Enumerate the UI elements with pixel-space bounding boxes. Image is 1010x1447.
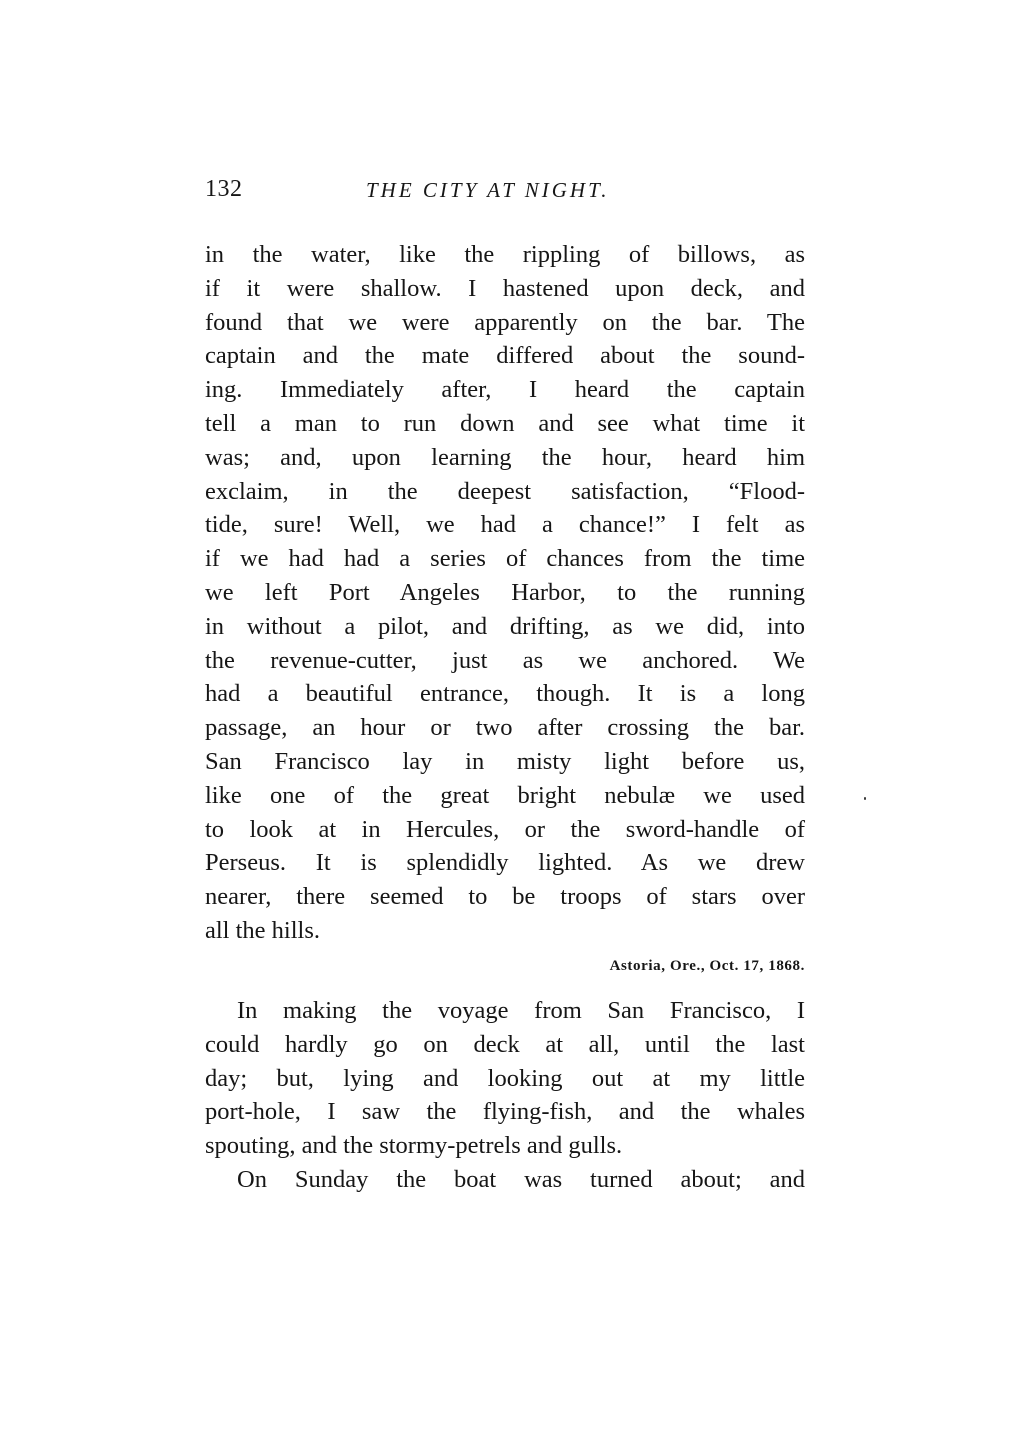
text-line: captain and the mate differed about the sound-: [205, 342, 805, 370]
text-line: tell a man to run down and see what time it: [205, 409, 805, 437]
text-line: if we had had a series of chances from the time: [205, 545, 805, 573]
text-line: San Francisco lay in misty light before us,: [205, 747, 805, 775]
text-line: could hardly go on deck at all, until the last: [205, 1030, 805, 1058]
running-title: THE CITY AT NIGHT.: [366, 178, 610, 202]
text-line: found that we were apparently on the bar. The: [205, 308, 805, 336]
text-line: to look at in Hercules, or the sword-handle of: [205, 815, 805, 843]
dateline: Astoria, Ore., Oct. 17, 1868.: [609, 958, 805, 974]
ink-speck: [864, 797, 866, 800]
text-line: was; and, upon learning the hour, heard him: [205, 443, 805, 471]
text-line: in without a pilot, and drifting, as we did, into: [205, 612, 805, 640]
text-line: in the water, like the rippling of billows, as: [205, 241, 805, 268]
page-number: 132: [205, 176, 243, 202]
paragraph-3-line: On Sunday the boat was turned about; and: [237, 1165, 805, 1193]
text-line: the revenue-cutter, just as we anchored. We: [205, 646, 805, 674]
text-line: Perseus. It is splendidly lighted. As we drew: [205, 849, 805, 877]
text-line: day; but, lying and looking out at my little: [205, 1064, 805, 1092]
text-line: port-hole, I saw the flying-fish, and the whales: [205, 1098, 805, 1126]
text-line: all the hills.: [205, 916, 320, 944]
text-line: passage, an hour or two after crossing the bar.: [205, 714, 805, 742]
text-line: if it were shallow. I hastened upon deck, and: [205, 274, 805, 302]
text-line: tide, sure! Well, we had a chance!” I felt as: [205, 511, 805, 539]
text-line: spouting, and the stormy-petrels and gulls.: [205, 1132, 623, 1160]
text-line: had a beautiful entrance, though. It is a long: [205, 680, 805, 708]
paragraph-1: [205, 238, 805, 948]
text-line: we left Port Angeles Harbor, to the running: [205, 578, 805, 606]
paragraph-2: [205, 994, 805, 1197]
text-line: In making the voyage from San Francisco, I: [237, 997, 805, 1024]
running-head: [205, 176, 805, 210]
text-line: exclaim, in the deepest satisfaction, “Flood-: [205, 477, 805, 505]
text-line: nearer, there seemed to be troops of stars over: [205, 883, 805, 911]
text-line: ing. Immediately after, I heard the captain: [205, 376, 805, 404]
text-line: like one of the great bright nebulæ we used: [205, 781, 805, 809]
